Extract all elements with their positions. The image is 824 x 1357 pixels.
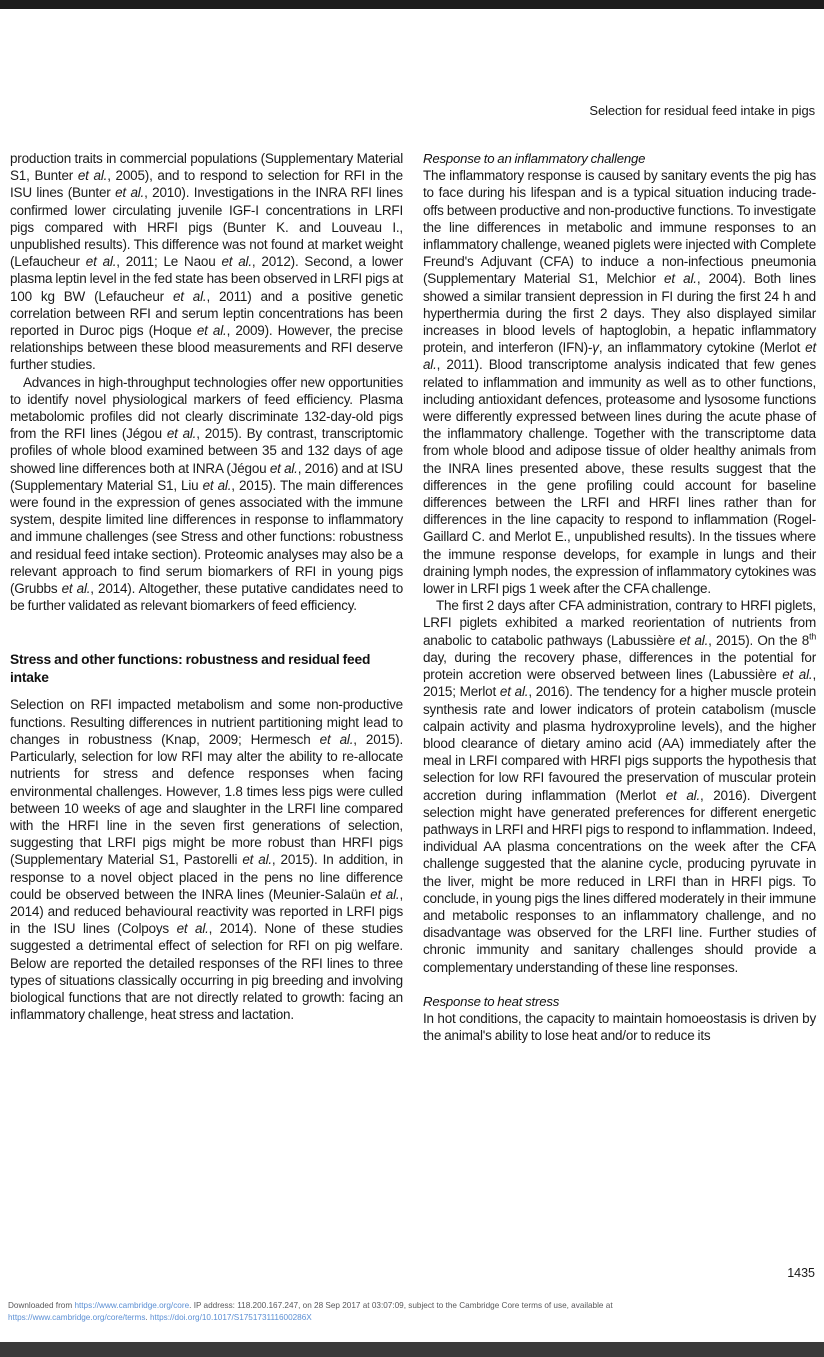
right-column (423, 150, 816, 1044)
section-heading-stress-and-other-functions: Stress and other functions: robustness and residual feed intake (10, 652, 371, 685)
top-window-bar (0, 0, 824, 9)
footer-line-1[interactable]: Downloaded from https://www.cambridge.org/core. IP address: 118.200.167.247, on 28 Sep 2017 at 03:07:09, subject to the Cambridge Core terms of use, available at (8, 1301, 613, 1310)
paragraph-selection-on-rfi: Selection on RFI impacted metabolism and some non-productive functions. Resulting differences in nutrient partitioning might lead to changes in robustness (Knap, 2009; Hermesch et al., 2015). Particularly, selection for low RFI may alter the ability to re-allocate nutrients for stress and defence responses when facing environmental challenges. However, 1.8 times less pigs were culled between 10 weeks of age and slaughter in the LRFI line compared with the HRFI line in the seven first generations of selection, suggesting that LRFI pigs might be more robust than HRFI pigs (Supplementary Material S1, Pastorelli et al., 2015). In addition, in response to a novel object placed in the pens no line difference could be observed between the INRA lines (Meunier-Salaün et al., 2014) and reduced behavioural reactivity was reported in LRFI pigs in the ISU lines (Colpoys et al., 2014). None of these studies suggested a detrimental effect of selection for RFI on pig welfare. Below are reported the detailed responses of the RFI lines to three types of situations classically occurring in pig breeding and involving biological functions that are not directly related to growth: facing an inflammatory challenge, heat stress and lactation. (10, 697, 403, 1023)
subsection-heading-heat-stress: Response to heat stress (423, 993, 560, 1009)
bottom-window-bar (0, 1342, 824, 1357)
paragraph-first-2-days: The first 2 days after CFA administration, contrary to HRFI piglets, LRFI piglets exhibited a marked reorientation of nutrients from anabolic to catabolic pathways (Labussière et al., 2015). On the 8th day, during the recovery phase, differences in the potential for protein accretion were observed between lines (Labussière et al., 2015; Merlot et al., 2016). The tendency for a higher muscle protein synthesis rate and lower indicators of protein catabolism (muscle calpain activity and plasma hydroxyproline levels), and the higher blood clearance of dietary amino acid (AA) immediately after the meal in LRFI compared with HRFI pigs supports the hypothesis that selection for low RFI favoured the preservation of muscular protein accretion during inflammation (Merlot et al., 2016). Divergent selection might have generated preferences for different energetic pathways in LRFI and HRFI pigs to respond to inflammation. Indeed, individual AA plasma concentrations on the week after the CFA challenge suggested that the alanine cycle, producing pyruvate in the liver, might be more reduced in LRFI than in HRFI pigs. To conclude, in young pigs the lines differed moderately in their immune and metabolic responses to an inflammatory challenge, and no disadvantage was observed for the LRFI line. Further studies of chronic immunity and sanitary challenges should provide a complementary understanding of these line responses. (423, 598, 816, 975)
paragraph-hot-conditions: In hot conditions, the capacity to maintain homoeostasis is driven by the animal's ability to lose heat and/or to reduce its (423, 1010, 816, 1044)
left-column (10, 150, 403, 1023)
footer-link[interactable]: https://www.cambridge.org/core (74, 1301, 190, 1310)
paragraph-inflammatory-response: The inflammatory response is caused by sanitary events the pig has to face during his lifespan and is a typical situation inducing trade-offs between productive and non-productive functions. To investigate the line differences in metabolic and immune responses to an inflammatory challenge, weaned piglets were injected with Complete Freund's Adjuvant (CFA) to induce a non-infectious pneumonia (Supplementary Material S1, Melchior et al., 2004). Both lines showed a similar transient depression in FI during the first 24 h and hyperthermia during the first 2 days. They also displayed similar increases in blood levels of haptoglobin, a hepatic inflammatory protein, and interferon (IFN)-γ, an inflammatory cytokine (Merlot et al., 2011). Blood transcriptome analysis indicated that few genes related to inflammation and immunity as well as to other functions, including antioxidant defences, proteasome and lysosome functions were differently expressed between lines during the acute phase of the inflammatory challenge. Together with the transcriptome data from whole blood and adipose tissue of older healthy animals from the INRA lines presented above, these results suggest that the differences in the gene profiling could account for baseline differences between the LRFI and HRFI lines rather than for differences in the line capacity to respond to inflammation (Rogel-Gaillard C. and Merlot E., unpublished results). In the tissues where the immune response develops, for example in lungs and their draining lymph nodes, the expression of inflammatory cytokines was lower in LRFI pigs 1 week after the CFA challenge. (423, 168, 816, 597)
paragraph-production-traits: production traits in commercial populations (Supplementary Material S1, Bunter et al., 2005), and to respond to selection for RFI in the ISU lines (Bunter et al., 2010). Investigations in the INRA RFI lines confirmed lower circulating juvenile IGF-I concentrations in LRFI pigs compared with HRFI pigs (Bunter K. and Louveau I., unpublished results). This difference was not found at market weight (Lefaucheur et al., 2011; Le Naou et al., 2012). Second, a lower plasma leptin level in the fed state has been observed in LRFI pigs at 100 kg BW (Lefaucheur et al., 2011) and a positive genetic correlation between RFI and serum leptin concentrations has been reported in Duroc pigs (Hoque et al., 2009). However, the precise relationships between these blood measurements and RFI deserve further studies. (10, 151, 404, 373)
page-number: 1435 (787, 1266, 815, 1280)
footer-link[interactable]: https://www.cambridge.org/core/terms (8, 1312, 146, 1322)
download-footer (8, 1300, 820, 1323)
subsection-heading-inflammatory-challenge: Response to an inflammatory challenge (423, 151, 646, 166)
footer-link[interactable]: https://doi.org/10.1017/S175173111600286X (149, 1312, 312, 1322)
paragraph-high-throughput: Advances in high-throughput technologies offer new opportunities to identify novel physiological markers of feed efficiency. Plasma metabolomic profiles did not clearly discriminate 132-day-old pigs from the RFI lines (Jégou et al., 2015). By contrast, transcriptomic profiles of whole blood examined between 35 and 132 days of age showed line differences both at INRA (Jégou et al., 2016) and at ISU (Supplementary Material S1, Liu et al., 2015). The main differences were found in the expression of genes associated with the immune system, despite limited line differences in response to inflammatory and immune challenges (see Stress and other functions: robustness and residual feed intake section). Proteomic analyses may also be a relevant approach to find serum biomarkers of RFI in young pigs (Grubbs et al., 2014). Altogether, these putative candidates need to be further validated as relevant biomarkers of feed efficiency. (10, 374, 404, 614)
running-head: Selection for residual feed intake in pigs (589, 103, 815, 118)
footer-line-2[interactable]: https://www.cambridge.org/core/terms. https://doi.org/10.1017/S175173111600286X (8, 1312, 312, 1322)
